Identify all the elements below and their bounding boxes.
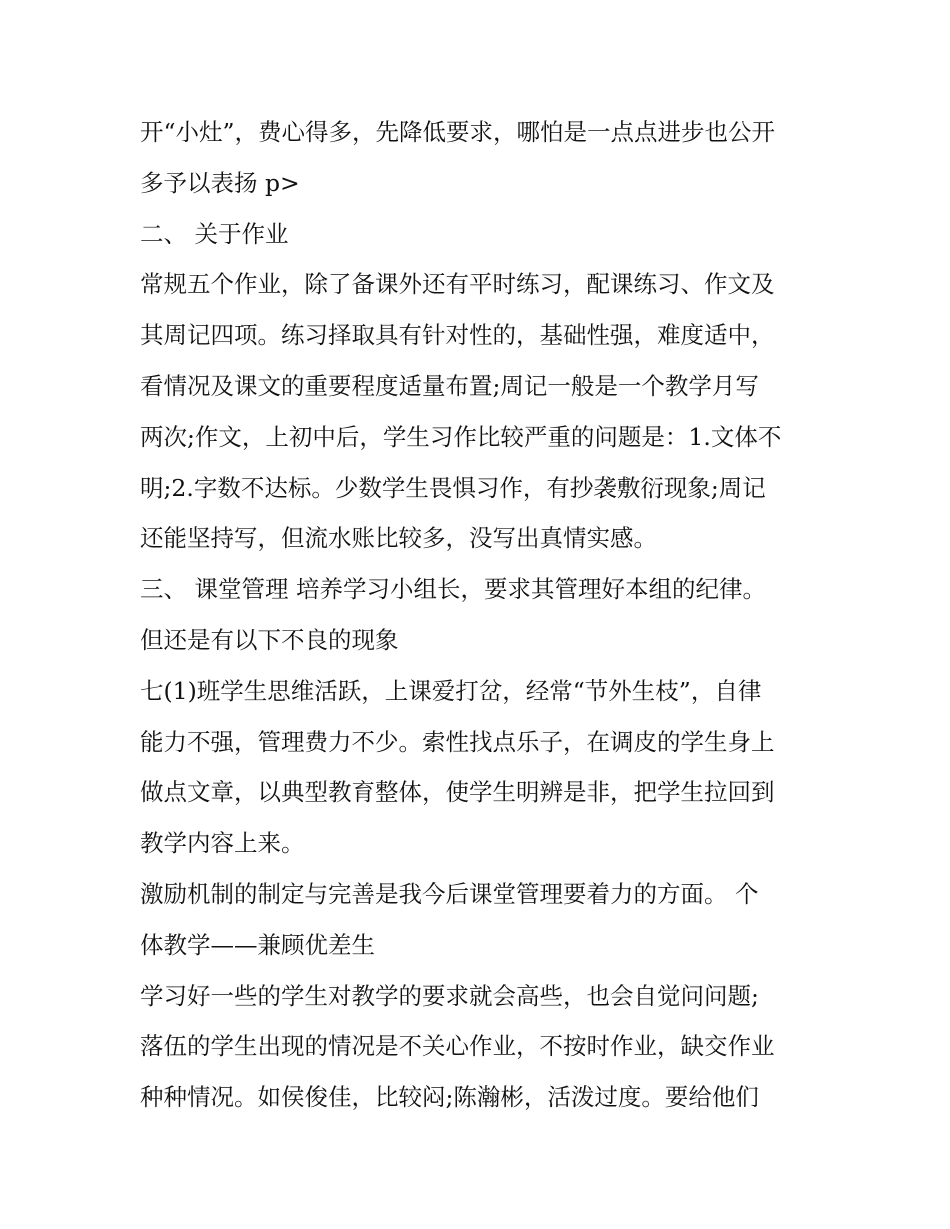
text-line: 开“小灶”，费心得多，先降低要求，哪怕是一点点进步也公开 [140,118,776,146]
text-line: 多予以表扬 p> [140,168,300,197]
section-heading: 二、 关于作业 [140,219,289,248]
text-line: 落伍的学生出现的情况是不关心作业，不按时作业，缺交作业 [140,1032,775,1061]
text-line: 还能坚持写，但流水账比较多，没写出真情实感。 [140,524,657,553]
text-line: 明;2.字数不达标。少数学生畏惧习作，有抄袭敷衍现象;周记 [140,473,766,502]
text-line: 七(1)班学生思维活跃，上课爱打岔，经常“节外生枝”，自律 [140,676,762,705]
text-line: 做点文章，以典型教育整体，使学生明辨是非，把学生拉回到 [140,778,775,807]
text-line: 看情况及课文的重要程度适量布置;周记一般是一个教学月写 [140,371,759,400]
text-line: 能力不强，管理费力不少。索性找点乐子，在调皮的学生身上 [140,727,775,756]
text-line: 激励机制的制定与完善是我今后课堂管理要着力的方面。 个 [140,879,759,908]
text-line: 两次;作文，上初中后，学生习作比较严重的问题是：1.文体不 [140,422,782,451]
document-body [140,107,830,1123]
text-line: 但还是有以下不良的现象 [140,625,399,654]
text-line: 学习好一些的学生对教学的要求就会高些，也会自觉问问题; [140,981,759,1010]
text-line: 常规五个作业，除了备课外还有平时练习，配课练习、作文及 [140,270,775,299]
text-line: 教学内容上来。 [140,829,305,858]
section-heading: 三、 课堂管理 培养学习小组长，要求其管理好本组的纪律。 [140,575,766,604]
text-line: 体教学——兼顾优差生 [140,930,375,959]
text-line: 种种情况。如侯俊佳，比较闷;陈瀚彬，活泼过度。要给他们 [140,1083,759,1112]
text-line: 其周记四项。练习择取具有针对性的，基础性强，难度适中， [140,321,775,350]
